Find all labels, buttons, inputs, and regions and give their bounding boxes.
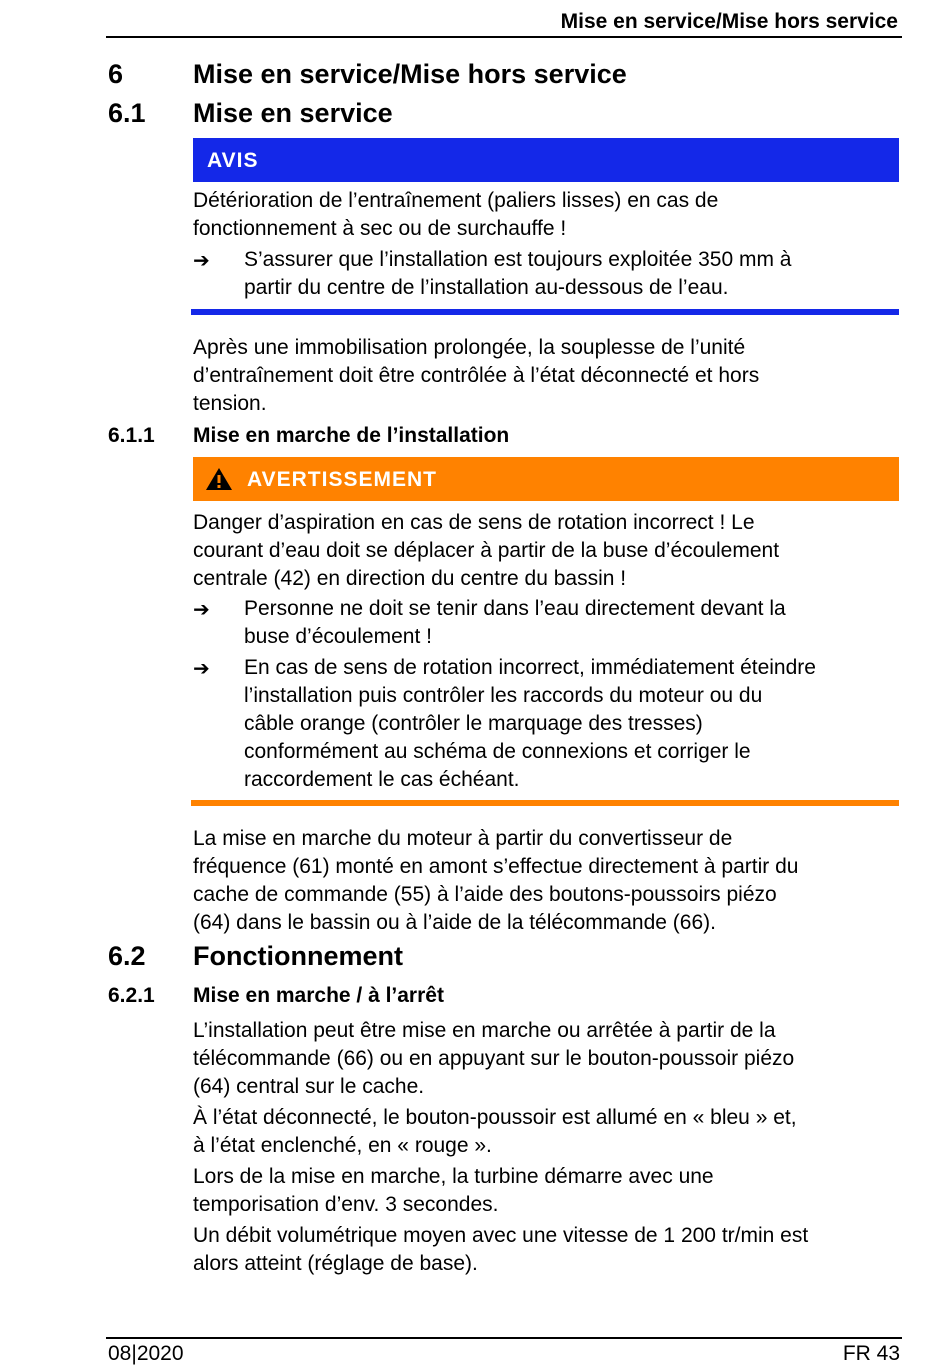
section-6-1-number: 6.1 [108,98,146,128]
paragraph-line: cache de commande (55) à l’aide des boutons-poussoirs piézo [193,883,777,906]
section-6-1-1-number: 6.1.1 [108,424,155,447]
arrow-right-icon: ➔ [193,658,210,680]
footer-date: 08|2020 [108,1342,184,1365]
paragraph-line: Après une immobilisation prolongée, la souplesse de l’unité [193,336,746,359]
warning-text-line: Danger d’aspiration en cas de sens de rotation incorrect ! Le [193,511,755,534]
paragraph-line: fréquence (61) monté en amont s’effectue directement à partir du [193,855,799,878]
notice-text-line: fonctionnement à sec ou de surchauffe ! [193,217,567,240]
page-header [106,5,902,38]
warning-end-rule [191,800,899,806]
footer-rule [106,1337,902,1339]
section-6-number: 6 [108,59,124,89]
section-6-2-number: 6.2 [108,941,146,971]
paragraph-line: à l’état enclenché, en « rouge ». [193,1134,492,1157]
warning-text-line: centrale (42) en direction du centre du bassin ! [193,567,627,590]
section-6-title: Mise en service/Mise hors service [193,59,627,89]
paragraph-line: alors atteint (réglage de base). [193,1252,478,1275]
paragraph-line: temporisation d’env. 3 secondes. [193,1193,499,1216]
notice-banner [193,138,899,182]
warning-bullet-line: câble orange (contrôler le marquage des tresses) [244,712,703,735]
warning-banner [193,457,899,501]
section-6-1-title: Mise en service [193,98,393,128]
paragraph-line: L’installation peut être mise en marche ou arrêtée à partir de la [193,1019,776,1042]
paragraph-line: Un débit volumétrique moyen avec une vitesse de 1 200 tr/min est [193,1224,809,1247]
warning-bullet-line: buse d’écoulement ! [244,625,432,648]
section-6-1-1-title: Mise en marche de l’installation [193,424,510,447]
notice-text-line: Détérioration de l’entraînement (paliers lisses) en cas de [193,189,719,212]
notice-bullet-line: partir du centre de l’installation au-dessous de l’eau. [244,276,729,299]
section-6-2-1-number: 6.2.1 [108,984,155,1007]
paragraph-line: tension. [193,392,267,415]
paragraph-line: La mise en marche du moteur à partir du convertisseur de [193,827,733,850]
paragraph-line: télécommande (66) ou en appuyant sur le bouton-poussoir piézo [193,1047,795,1070]
running-title: Mise en service/Mise hors service [560,10,898,33]
paragraph-line: Lors de la mise en marche, la turbine démarre avec une [193,1165,714,1188]
paragraph-line: (64) dans le bassin ou à l’aide de la télécommande (66). [193,911,716,934]
paragraph-line: (64) central sur le cache. [193,1075,425,1098]
warning-bullet-line: conformément au schéma de connexions et corriger le [244,740,751,763]
warning-text-line: courant d’eau doit se déplacer à partir de la buse d’écoulement [193,539,780,562]
notice-bullet-line: S’assurer que l’installation est toujours exploitée 350 mm à [244,248,792,271]
arrow-right-icon: ➔ [193,599,210,621]
paragraph-line: d’entraînement doit être contrôlée à l’état déconnecté et hors [193,364,760,387]
paragraph-line: À l’état déconnecté, le bouton-poussoir est allumé en « bleu » et, [193,1106,797,1129]
warning-bullet-line: raccordement le cas échéant. [244,768,520,791]
section-6-2-1-title: Mise en marche / à l’arrêt [193,984,444,1007]
warning-bullet-line: Personne ne doit se tenir dans l’eau directement devant la [244,597,786,620]
warning-bullet-line: En cas de sens de rotation incorrect, immédiatement éteindre [244,656,816,679]
notice-end-rule [191,309,899,315]
arrow-right-icon: ➔ [193,250,210,272]
section-6-2-title: Fonctionnement [193,941,403,971]
warning-bullet-line: l’installation puis contrôler les raccords du moteur ou du [244,684,763,707]
warning-label: AVERTISSEMENT [247,468,437,491]
notice-label: AVIS [207,149,259,172]
page-number: FR 43 [842,1342,900,1365]
warning-triangle-icon [205,467,233,491]
